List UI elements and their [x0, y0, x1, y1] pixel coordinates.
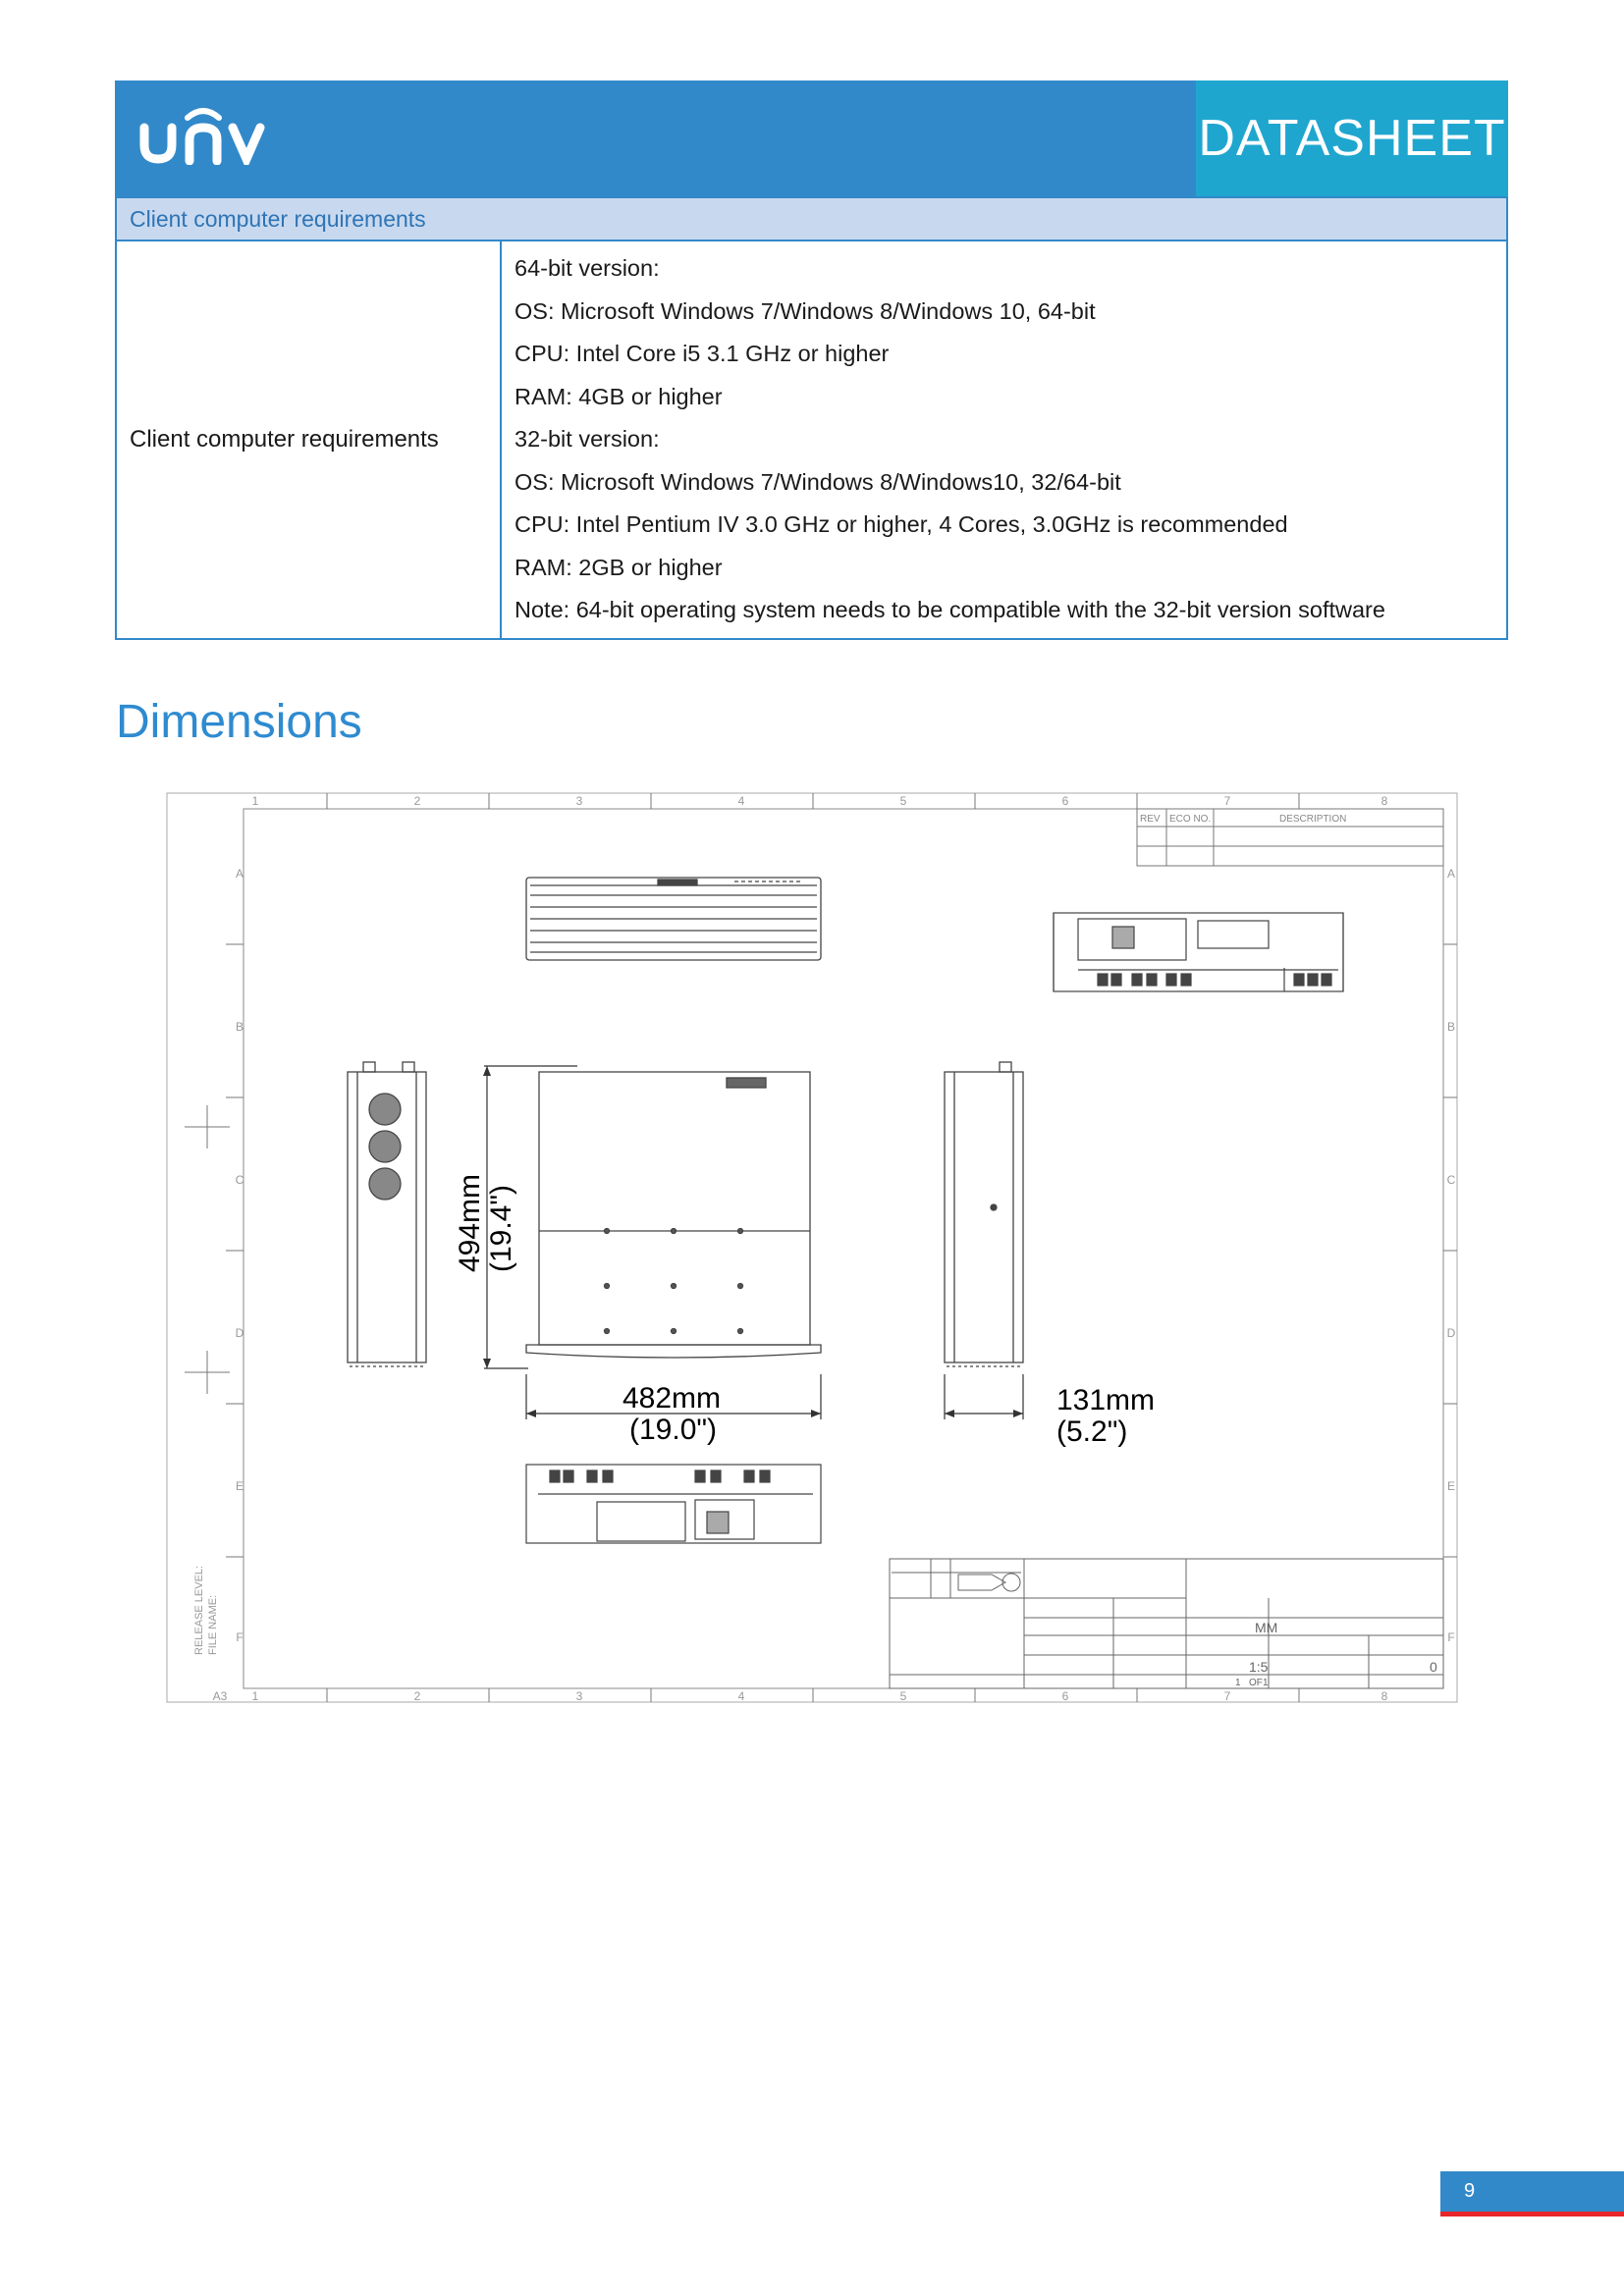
- title-block: [890, 1559, 1443, 1688]
- grid-col-label: 2: [413, 1689, 421, 1703]
- grid-row-label: D: [235, 1326, 244, 1340]
- description-header: DESCRIPTION: [1279, 814, 1347, 825]
- section-title: Client computer requirements: [116, 197, 1507, 240]
- datasheet-badge: DATASHEET: [1196, 80, 1508, 196]
- grid-col-label: 6: [1061, 794, 1069, 808]
- table-section-header: [116, 197, 1507, 240]
- depth-in-label: (19.4"): [485, 1184, 517, 1272]
- grid-col-label: 3: [575, 794, 583, 808]
- grid-row-label: C: [1446, 1173, 1456, 1187]
- unv-logo: [136, 106, 274, 165]
- grid-col-label: 7: [1223, 1689, 1231, 1703]
- grid-row-label: A: [235, 867, 244, 881]
- value-line: OS: Microsoft Windows 7/Windows 8/Windows 10, 64-bit: [514, 297, 1096, 324]
- grid-row-label: F: [1447, 1630, 1455, 1644]
- row-value: [501, 240, 1507, 639]
- left-side-view: [348, 1062, 426, 1366]
- grid-col-label: 4: [737, 1689, 745, 1703]
- value-line: OS: Microsoft Windows 7/Windows 8/Windows10, 32/64-bit: [514, 468, 1121, 495]
- value-line: 32-bit version:: [514, 426, 660, 452]
- depth-mm-label: 494mm: [454, 1173, 486, 1272]
- grid-row-label: E: [235, 1479, 244, 1493]
- grid-row-label: C: [235, 1173, 244, 1187]
- width-mm-label: 482mm: [623, 1382, 722, 1415]
- height-mm-label: 131mm: [1056, 1384, 1156, 1416]
- grid-col-label: 5: [899, 794, 907, 808]
- page-header: [115, 80, 1508, 196]
- rev-header: REV: [1140, 814, 1161, 825]
- grid-row-label: B: [1446, 1020, 1456, 1034]
- value-line: CPU: Intel Pentium IV 3.0 GHz or higher, 4 Cores, 3.0GHz is recommended: [514, 511, 1288, 537]
- grid-col-label: 1: [251, 794, 259, 808]
- value-line: RAM: 4GB or higher: [514, 383, 723, 409]
- grid-row-label: F: [236, 1630, 244, 1644]
- file-name-label: FILE NAME:: [207, 1594, 219, 1655]
- grid-col-label: 5: [899, 1689, 907, 1703]
- grid-row-label: E: [1446, 1479, 1456, 1493]
- table-row: [116, 240, 1507, 639]
- rev-value: 0: [1430, 1659, 1437, 1675]
- grid-col-label: 7: [1223, 794, 1231, 808]
- width-in-label: (19.0"): [629, 1414, 718, 1446]
- corner-label: A3: [212, 1689, 228, 1703]
- grid-col-label: 6: [1061, 1689, 1069, 1703]
- value-line: RAM: 2GB or higher: [514, 554, 723, 580]
- value-line: CPU: Intel Core i5 3.1 GHz or higher: [514, 341, 890, 366]
- eco-header: ECO NO.: [1169, 814, 1212, 825]
- page-number: 9: [1440, 2171, 1624, 2212]
- bottom-rear-view: [526, 1465, 821, 1543]
- row-label: Client computer requirements: [116, 240, 501, 639]
- unit-value: MM: [1255, 1620, 1278, 1635]
- dimension-drawing: [165, 791, 1461, 1704]
- client-requirements-table: [115, 196, 1508, 640]
- sheet-of-label: OF: [1249, 1678, 1263, 1688]
- front-panel-view: [526, 878, 821, 960]
- grid-col-label: 4: [737, 794, 745, 808]
- page-number-accent: [1440, 2212, 1624, 2216]
- height-in-label: (5.2"): [1056, 1415, 1128, 1448]
- grid-col-label: 8: [1380, 1689, 1388, 1703]
- grid-row-label: A: [1446, 867, 1456, 881]
- grid-col-label: 3: [575, 1689, 583, 1703]
- value-line: 64-bit version:: [514, 255, 660, 281]
- rear-panel-view: [1054, 913, 1343, 991]
- grid-row-label: B: [235, 1020, 244, 1034]
- grid-row-label: D: [1446, 1326, 1456, 1340]
- sheet-total-value: 1: [1263, 1678, 1269, 1688]
- grid-col-label: 1: [251, 1689, 259, 1703]
- dimensions-heading: Dimensions: [116, 696, 362, 748]
- grid-col-label: 8: [1380, 794, 1388, 808]
- release-level-label: RELEASE LEVEL:: [193, 1565, 205, 1655]
- sheet-value: 1: [1235, 1678, 1241, 1688]
- value-line: Note: 64-bit operating system needs to be compatible with the 32-bit version software: [514, 597, 1385, 622]
- grid-col-label: 2: [413, 794, 421, 808]
- scale-value: 1:5: [1249, 1659, 1269, 1675]
- top-view: [526, 1072, 821, 1358]
- right-side-view: [945, 1062, 1023, 1366]
